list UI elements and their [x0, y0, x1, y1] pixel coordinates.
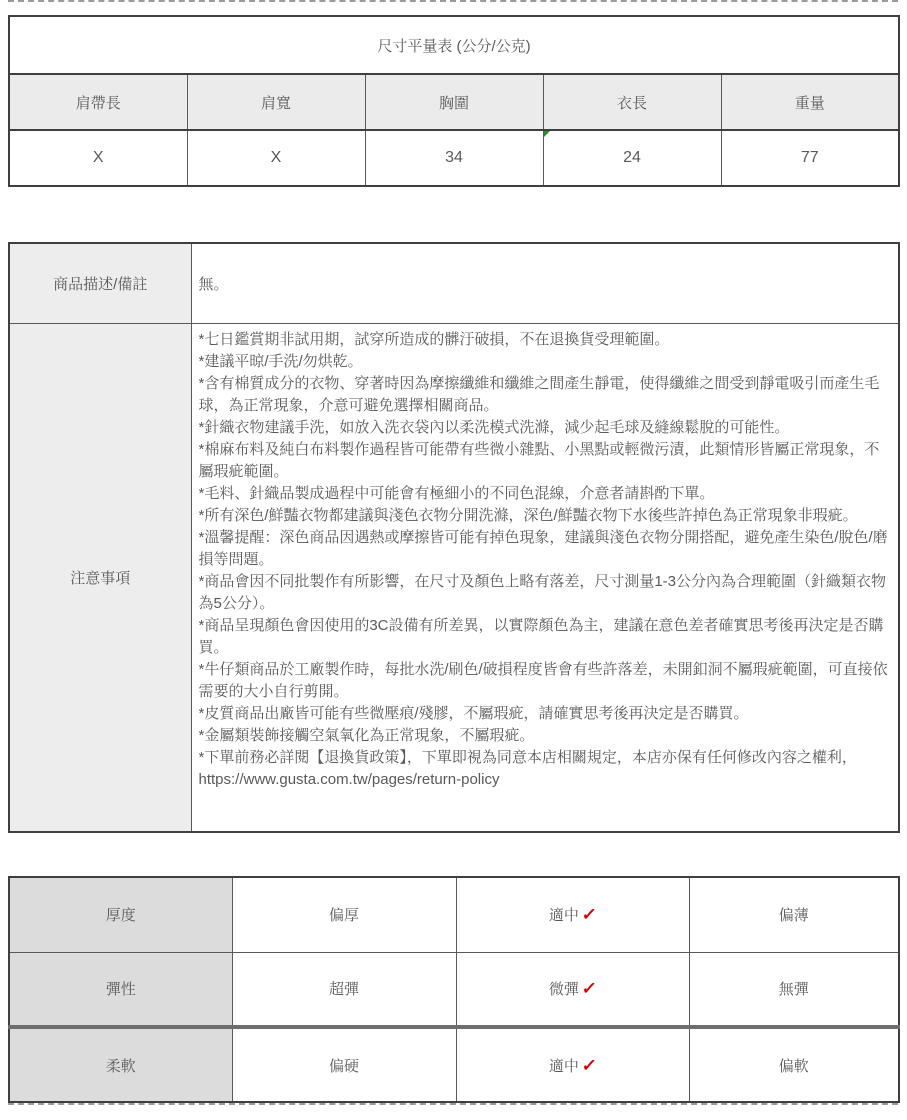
note-line: *含有棉質成分的衣物、穿著時因為摩擦纖維和纖維之間產生靜電，使得纖維之間受到靜電吸引而產生毛球，為正常現象，介意可避免選擇相關商品。 — [198, 374, 880, 414]
notes-content — [191, 323, 899, 832]
attr-option-text: 無彈 — [778, 981, 809, 999]
attr-option-text: 偏軟 — [778, 1057, 809, 1075]
attr-option — [689, 877, 899, 952]
note-line: *商品呈現顏色會因使用的3C設備有所差異，以實際顏色為主，建議在意色差者確實思考後再決定是否購買。 — [198, 616, 884, 656]
size-col-header-bust: 胸圍 — [365, 74, 543, 130]
attr-option-text: 超彈 — [328, 981, 359, 999]
cell-corner-flag-icon — [544, 131, 550, 137]
attr-option-text: 偏厚 — [328, 907, 359, 925]
size-col-header-weight: 重量 — [721, 74, 899, 130]
attr-label-elasticity: 彈性 — [9, 952, 232, 1027]
attr-option — [232, 952, 456, 1027]
attr-option-text: 適中 — [548, 907, 579, 925]
attr-row-softness — [9, 1027, 899, 1102]
size-value-shoulder-width: X — [187, 130, 365, 186]
product-info-table — [8, 242, 900, 833]
attr-option-text: 微彈 — [548, 981, 579, 999]
size-col-header-shoulder-width: 肩寬 — [187, 74, 365, 130]
attribute-rating-table — [8, 876, 900, 1103]
note-line: *七日鑑賞期非試用期，試穿所造成的髒汙破損，不在退換貨受理範圍。 — [198, 330, 670, 348]
attr-option — [689, 952, 899, 1027]
description-label: 商品描述/備註 — [9, 243, 191, 323]
size-col-header-length: 衣長 — [543, 74, 721, 130]
note-line-return-policy-url: *下單前務必詳閱【退換貨政策】，下單即視為同意本店相關規定，本店亦保有任何修改內容之權利，https://www.gusta.com.tw/pages/return-policy — [198, 748, 857, 788]
page-break-dashed-line-bottom — [8, 1103, 898, 1105]
attr-label-softness: 柔軟 — [9, 1027, 232, 1102]
attr-option-selected — [456, 952, 689, 1027]
page-break-dashed-line-top — [8, 0, 898, 2]
attr-option — [689, 1027, 899, 1102]
note-line: *牛仔類商品於工廠製作時，每批水洗/刷色/破損程度皆會有些許落差，未開釦洞不屬瑕疵範圍，可直接依需要的大小自行剪開。 — [198, 660, 888, 700]
attr-option-selected — [456, 1027, 689, 1102]
size-measurement-table — [8, 15, 900, 187]
check-icon: ✓ — [580, 1055, 598, 1075]
attr-row-thickness — [9, 877, 899, 952]
note-line: *針織衣物建議手洗，如放入洗衣袋內以柔洗模式洗滌，減少起毛球及縫線鬆脫的可能性。 — [198, 418, 790, 436]
attr-option-text: 偏硬 — [328, 1057, 359, 1075]
size-value-length — [543, 130, 721, 186]
note-line: *毛料、針織品製成過程中可能會有極細小的不同色混線，介意者請斟酌下單。 — [198, 484, 715, 502]
attr-option — [232, 1027, 456, 1102]
note-line: *皮質商品出廠皆可能有些微壓痕/殘膠，不屬瑕疵，請確實思考後再決定是否購買。 — [198, 704, 749, 722]
attr-option-selected — [456, 877, 689, 952]
note-line: *棉麻布料及純白布料製作過程皆可能帶有些微小雜點、小黑點或輕微污漬，此類情形皆屬正常現象，不屬瑕疵範圍。 — [198, 440, 880, 480]
note-line: *金屬類裝飾接觸空氣氧化為正常現象，不屬瑕疵。 — [198, 726, 535, 744]
size-value-bust: 34 — [365, 130, 543, 186]
note-line: *所有深色/鮮豔衣物都建議與淺色衣物分開洗滌，深色/鮮豔衣物下水後些許掉色為正常現象非瑕疵。 — [198, 506, 858, 524]
note-line: *建議平晾/手洗/勿烘乾。 — [198, 352, 363, 370]
attr-option — [232, 877, 456, 952]
attr-row-elasticity — [9, 952, 899, 1027]
check-icon: ✓ — [580, 905, 598, 925]
size-value-shoulder-strap: X — [9, 130, 187, 186]
size-value-length-text: 24 — [623, 149, 641, 166]
note-line: *溫馨提醒：深色商品因遇熱或摩擦皆可能有掉色現象，建議與淺色衣物分開搭配，避免產生染色/脫色/磨損等問題。 — [198, 528, 888, 568]
description-value: 無。 — [191, 243, 899, 323]
note-line: *商品會因不同批製作有所影響，在尺寸及顏色上略有落差，尺寸測量1-3公分內為合理範圍（針織類衣物為5公分）。 — [198, 572, 887, 612]
notes-label: 注意事項 — [9, 323, 191, 832]
attr-option-text: 適中 — [548, 1057, 579, 1075]
size-value-weight: 77 — [721, 130, 899, 186]
size-table-title: 尺寸平量表 (公分/公克) — [9, 16, 899, 74]
size-col-header-shoulder-strap: 肩帶長 — [9, 74, 187, 130]
check-icon: ✓ — [580, 979, 598, 999]
attr-label-thickness: 厚度 — [9, 877, 232, 952]
attr-option-text: 偏薄 — [778, 907, 809, 925]
notes-text-block — [199, 329, 891, 829]
